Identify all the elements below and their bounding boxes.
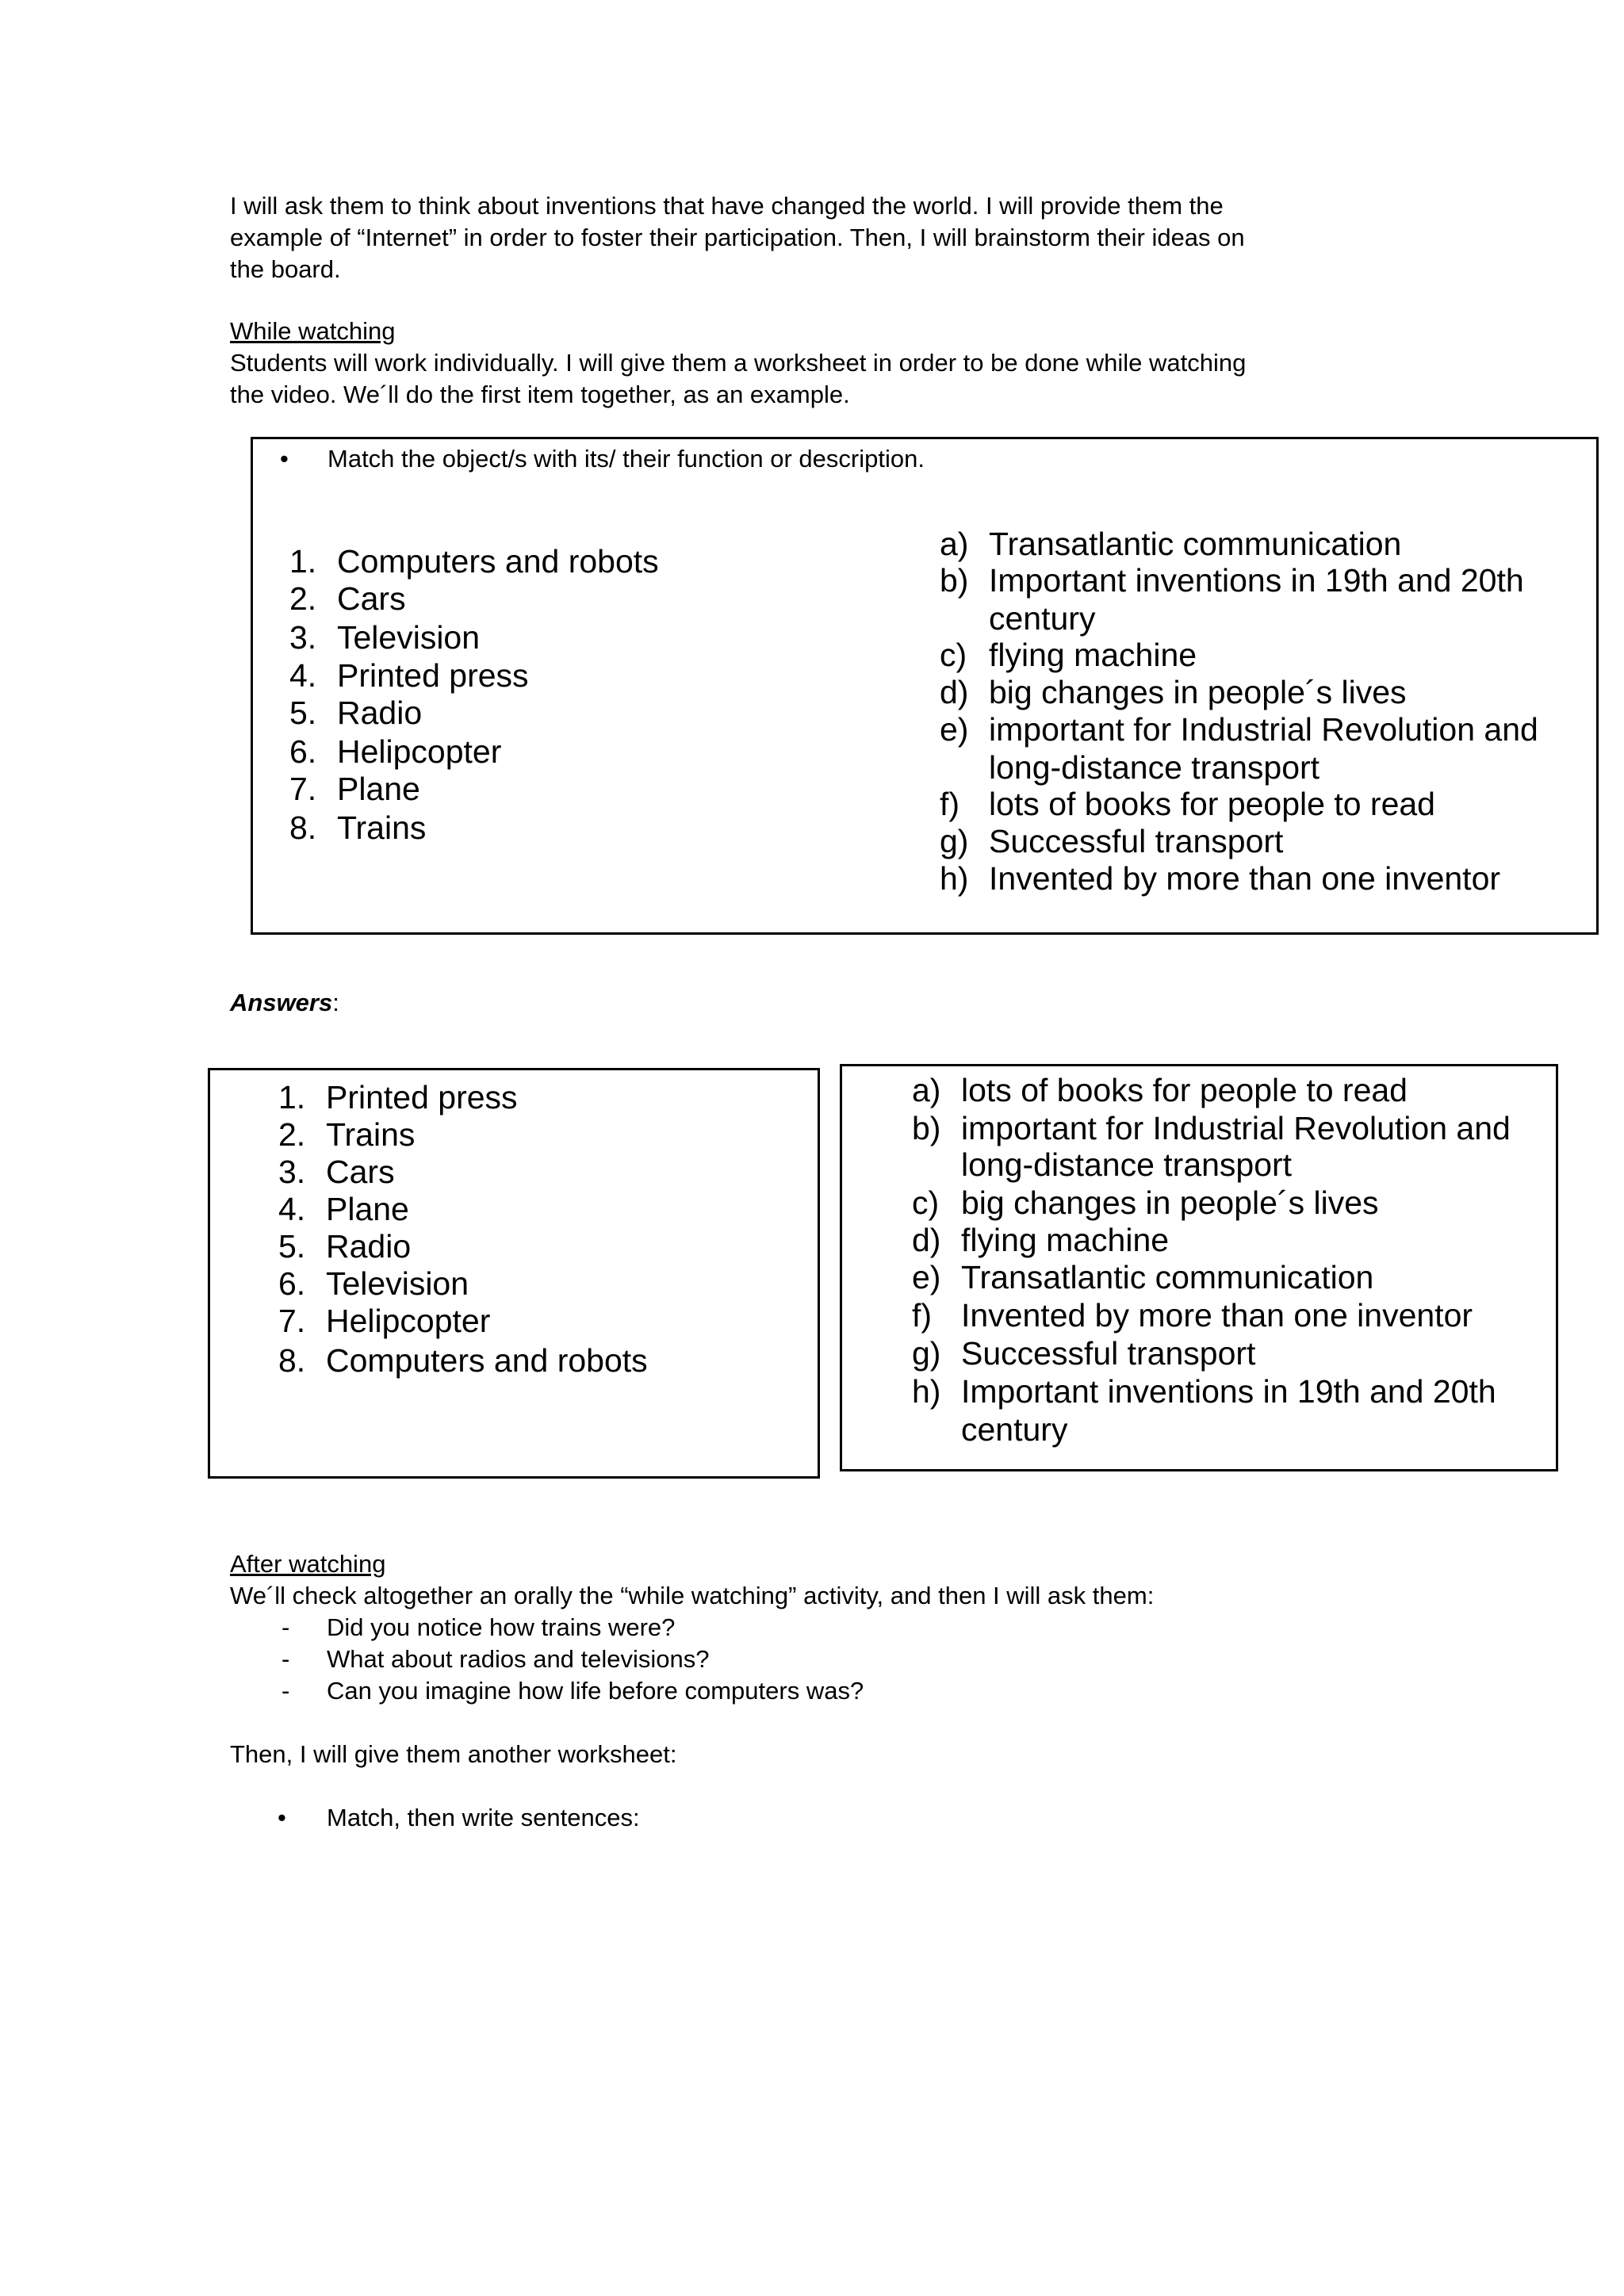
while-watching-line-2: the video. We´ll do the first item together, as an example. xyxy=(230,381,850,408)
after-watching-line: We´ll check altogether an orally the “while watching” activity, and then I will ask them: xyxy=(230,1582,1155,1609)
answers-label: Answers: xyxy=(230,989,339,1016)
while-watching-heading: While watching xyxy=(230,317,396,345)
intro-line-1: I will ask them to think about inventions that have changed the world. I will provide them the xyxy=(230,192,1224,220)
then-line: Then, I will give them another worksheet: xyxy=(230,1740,677,1768)
after-watching-heading: After watching xyxy=(230,1550,386,1578)
answers-objects-box: 1. Printed press 2. Trains 3. Cars 4. Plane 5. Radio 6. Television 7. Helipcopter 8. Computers and robots xyxy=(208,1068,820,1479)
dash-icon: - xyxy=(282,1677,290,1705)
worksheet-box: • Match the object/s with its/ their function or description. 1. Computers and robots 2. Cars 3. Television 4. Printed press 5. Radio 6. Helipcopter 7. Plane 8. Trains a) Transatlantic communication b) Important inventions in 19th and 20th century c) flying machine d) big changes in people´s lives e) important for Industrial Revolution and long-distance transport f) lots of books for people to read g) Successful transport h) Invented by more than one inventor xyxy=(251,437,1599,935)
intro-paragraph xyxy=(230,190,1388,285)
intro-line-2: example of “Internet” in order to foster their participation. Then, I will brainstorm their ideas on xyxy=(230,224,1245,251)
question-1: Did you notice how trains were? xyxy=(327,1613,676,1641)
question-3: Can you imagine how life before computers was? xyxy=(327,1677,864,1705)
second-worksheet-instruction: Match, then write sentences: xyxy=(327,1804,640,1831)
while-watching-section xyxy=(230,316,1388,411)
dash-icon: - xyxy=(282,1645,290,1673)
answers-descriptions-box: a) lots of books for people to read b) important for Industrial Revolution and long-distance transport c) big changes in people´s lives d) flying machine e) Transatlantic communication f) Invented by more than one inventor g) Successful transport h) Important inventions in 19th and 20th century xyxy=(840,1064,1558,1471)
after-watching-section xyxy=(230,1548,1388,1612)
dash-icon: - xyxy=(282,1613,290,1641)
intro-line-3: the board. xyxy=(230,255,341,283)
while-watching-line-1: Students will work individually. I will give them a worksheet in order to be done while watching xyxy=(230,349,1247,377)
worksheet-instruction: Match the object/s with its/ their function or description. xyxy=(327,445,925,473)
question-2: What about radios and televisions? xyxy=(327,1645,710,1673)
bullet-icon: • xyxy=(280,445,289,473)
bullet-icon: • xyxy=(278,1804,286,1831)
